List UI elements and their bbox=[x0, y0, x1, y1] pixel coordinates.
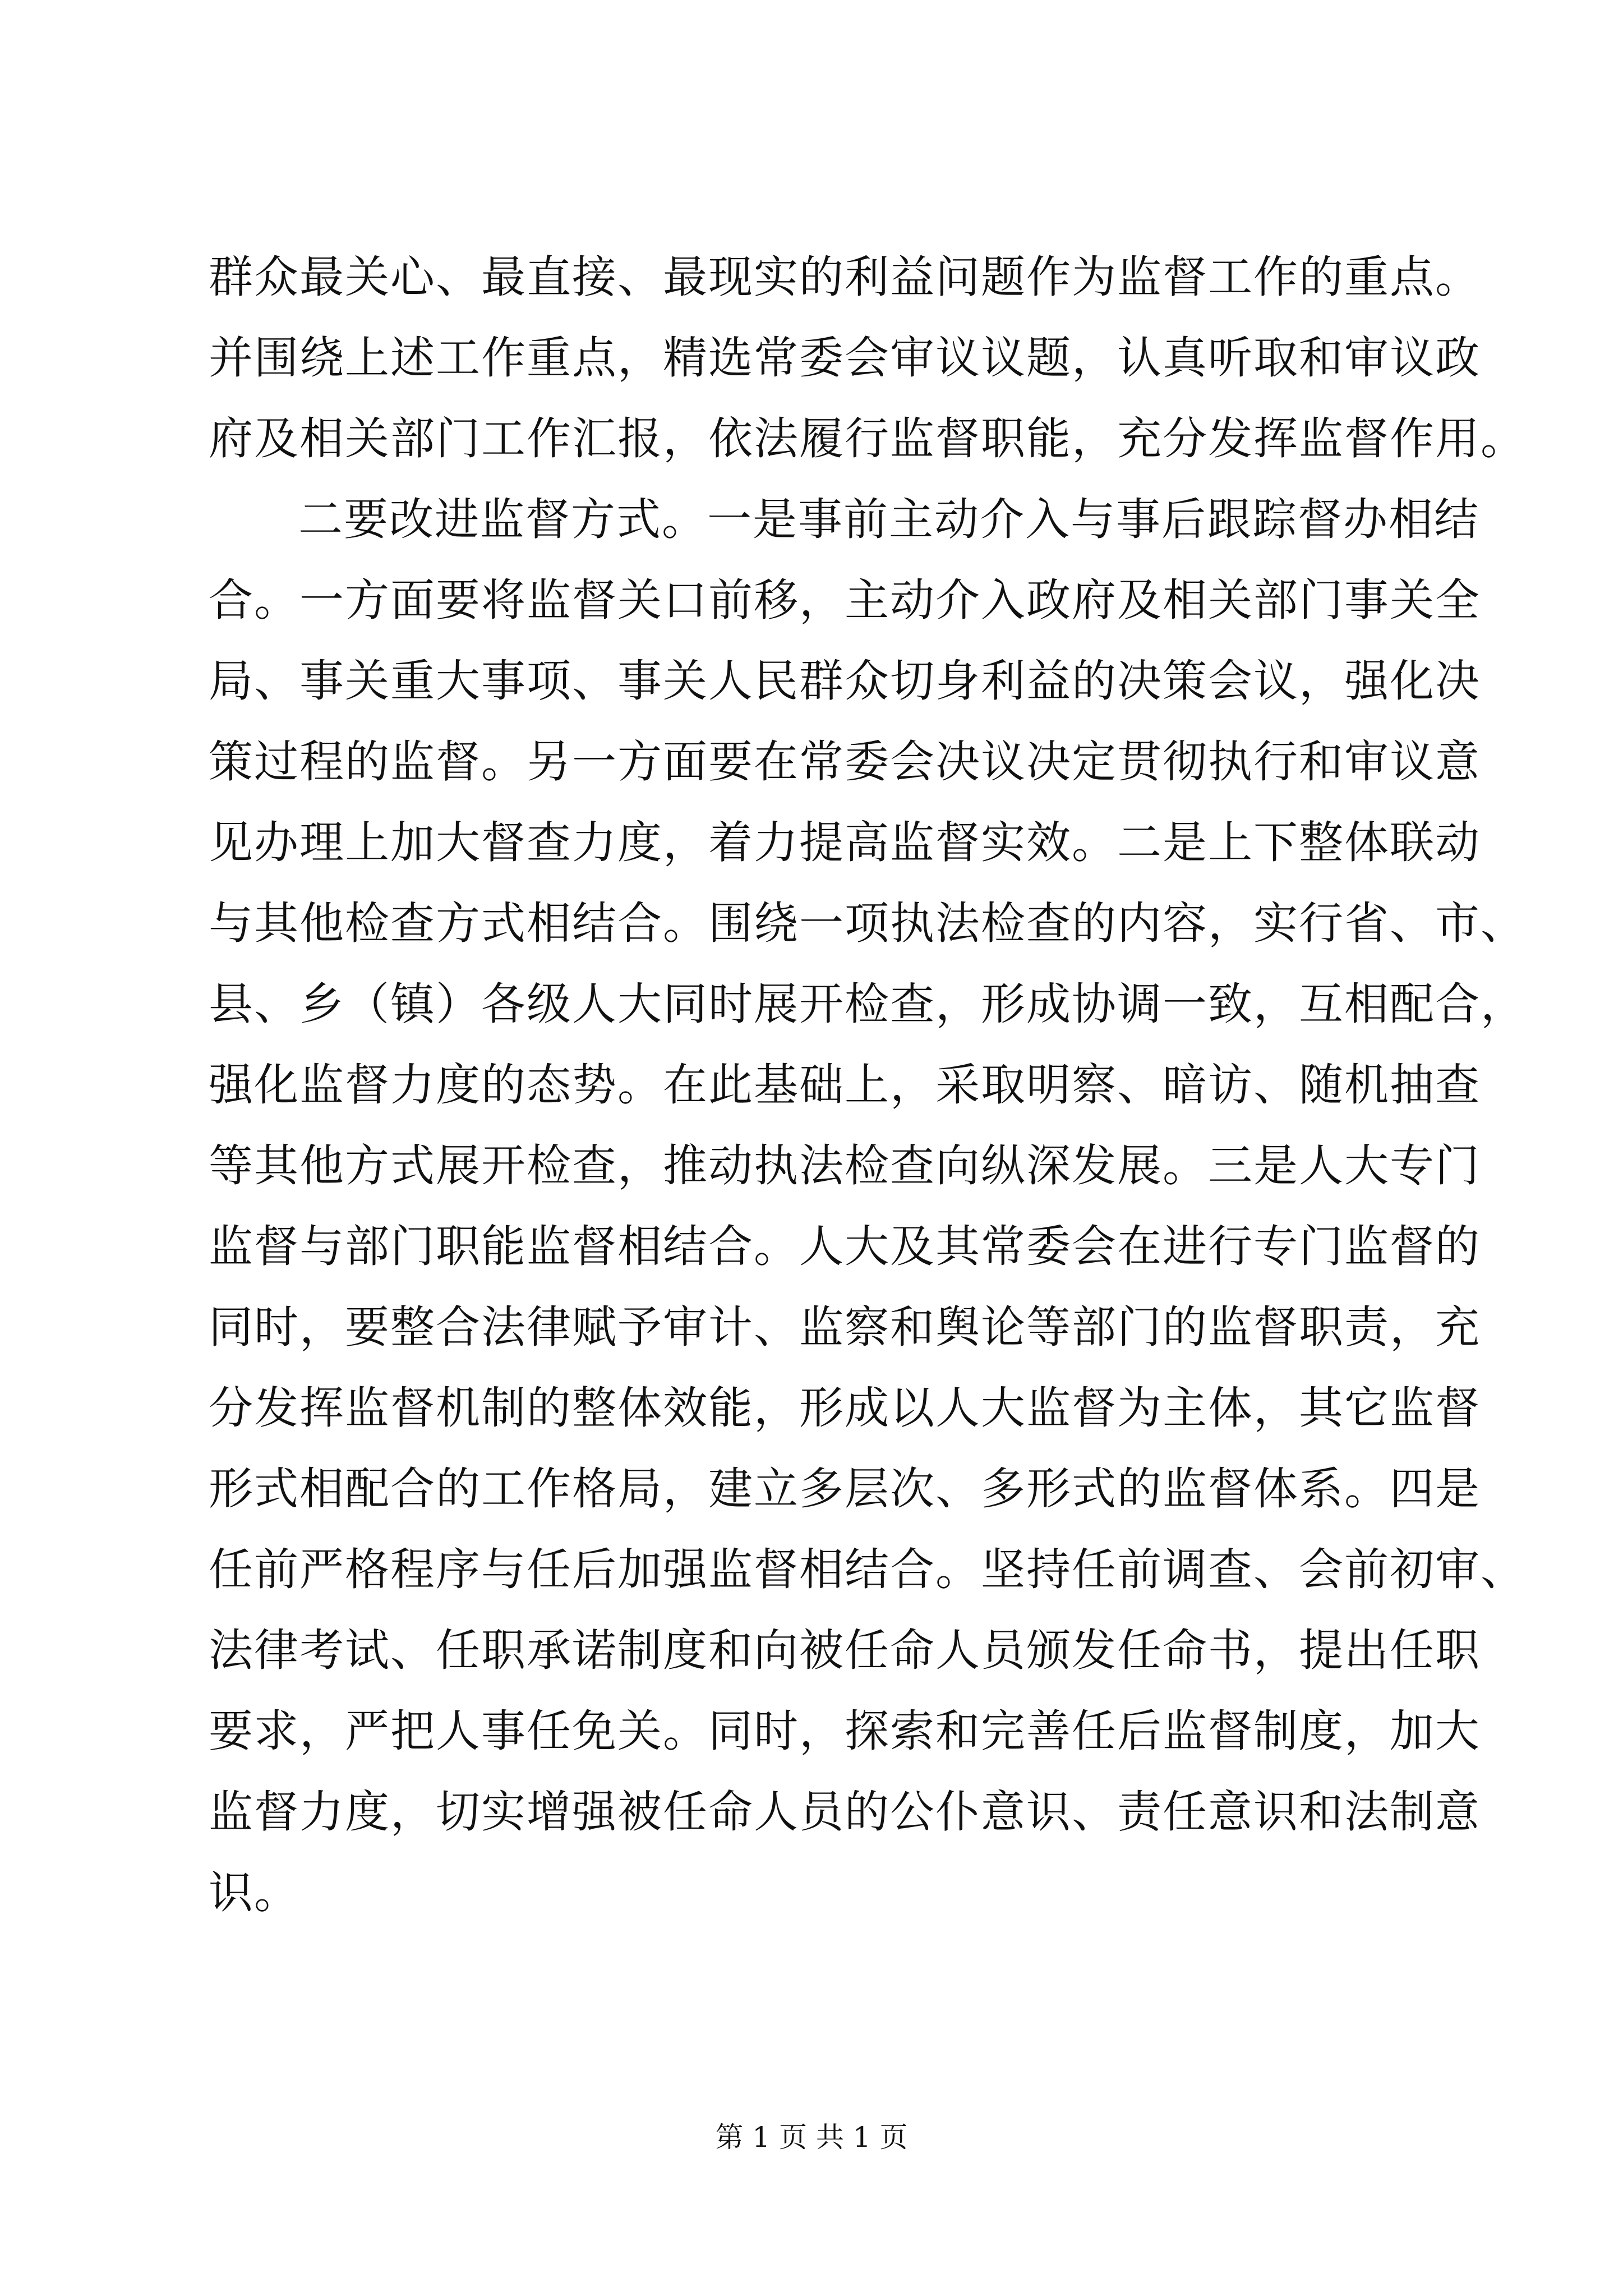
text-line: 与其他检查方式相结合。围绕一项执法检查的内容，实行省、市、 bbox=[209, 898, 1526, 949]
text-line: 策过程的监督。另一方面要在常委会决议决定贯彻执行和审议意 bbox=[209, 736, 1481, 788]
text-line: 任前严格程序与任后加强监督相结合。坚持任前调查、会前初审、 bbox=[209, 1544, 1526, 1595]
text-line: 府及相关部门工作汇报，依法履行监督职能，充分发挥监督作用。 bbox=[209, 413, 1526, 464]
paragraph-last-line: 识。 bbox=[209, 1867, 299, 1918]
text-line: 监督力度，切实增强被任命人员的公仆意识、责任意识和法制意 bbox=[209, 1786, 1481, 1838]
text-line: 强化监督力度的态势。在此基础上，采取明察、暗访、随机抽查 bbox=[209, 1059, 1481, 1111]
text-line: 监督与部门职能监督相结合。人大及其常委会在进行专门监督的 bbox=[209, 1221, 1481, 1272]
body-text bbox=[209, 237, 1526, 1933]
text-line: 局、事关重大事项、事关人民群众切身利益的决策会议，强化决 bbox=[209, 655, 1481, 707]
text-line: 群众最关心、最直接、最现实的利益问题作为监督工作的重点。 bbox=[209, 251, 1481, 303]
text-line: 县、乡（镇）各级人大同时展开检查，形成协调一致，互相配合， bbox=[209, 978, 1526, 1030]
text-line: 法律考试、任职承诺制度和向被任命人员颁发任命书，提出任职 bbox=[209, 1625, 1481, 1676]
text-line: 并围绕上述工作重点，精选常委会审议议题，认真听取和审议政 bbox=[209, 332, 1481, 384]
text-line: 分发挥监督机制的整体效能，形成以人大监督为主体，其它监督 bbox=[209, 1382, 1481, 1434]
text-line: 等其他方式展开检查，推动执法检查向纵深发展。三是人大专门 bbox=[209, 1140, 1481, 1191]
text-line: 要求，严把人事任免关。同时，探索和完善任后监督制度，加大 bbox=[209, 1705, 1481, 1757]
text-line: 形式相配合的工作格局，建立多层次、多形式的监督体系。四是 bbox=[209, 1463, 1481, 1515]
text-line: 见办理上加大督查力度，着力提高监督实效。二是上下整体联动 bbox=[209, 817, 1481, 868]
page-number-footer: 第 1 页 共 1 页 bbox=[715, 2121, 908, 2154]
paragraph-first-line: 二要改进监督方式。一是事前主动介入与事后跟踪督办相结 bbox=[298, 494, 1479, 545]
text-line: 同时，要整合法律赋予审计、监察和舆论等部门的监督职责，充 bbox=[209, 1301, 1481, 1353]
text-line: 合。一方面要将监督关口前移，主动介入政府及相关部门事关全 bbox=[209, 574, 1481, 626]
